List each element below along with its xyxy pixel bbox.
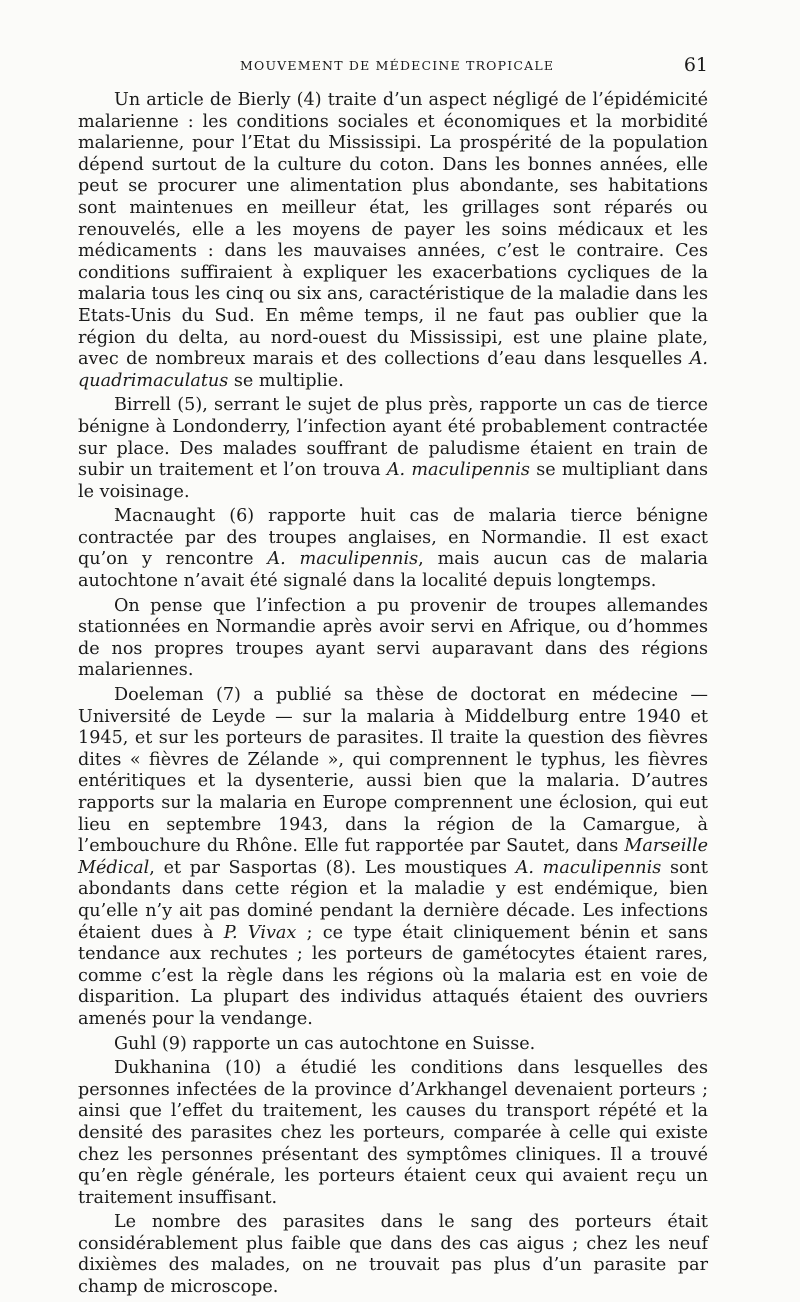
text-run: se multiplie. <box>228 370 344 391</box>
text-run: , mais aucun cas de malaria autochtone n’avait été signalé dans la localité depuis longtemps. <box>78 549 708 592</box>
text-run: Macnaught (6) rapporte huit cas de malaria tierce bénigne contractée par des troupes anglaises, en Normandie. Il est exact qu’on y rencontre <box>78 506 708 570</box>
page-number: 61 <box>683 54 708 76</box>
page-header <box>0 54 800 80</box>
species-name: A. maculipennis <box>267 549 419 570</box>
journal-name: Marseille Médical <box>78 836 708 878</box>
text-run: sont abondants dans cette région et la maladie y est endémique, bien qu’elle n’y ait pas dominé pendant la dernière décade. Les infections étaient dues à <box>78 857 708 943</box>
text-run: Le nombre des parasites dans le sang des porteurs était considérablement plus faible que dans des cas aigus ; chez les neuf dixièmes des malades, on ne trouvait pas plus d’un parasite par champ de microscope. <box>78 1212 708 1298</box>
text-run: , et par Sasportas (8). Les moustiques <box>149 857 516 878</box>
text-run: Birrell (5), serrant le sujet de plus près, rapporte un cas de tierce bénigne à Londonderry, l’infection ayant été probablement contractée sur place. Des malades souffrant de paludisme étaient en train de subir un traitement et l’on trouva <box>78 395 708 481</box>
paragraph-normandie <box>78 596 708 682</box>
paragraph-doeleman <box>78 685 708 1031</box>
paragraph-birrell <box>78 395 708 503</box>
running-head: MOUVEMENT DE MÉDECINE TROPICALE <box>240 58 555 73</box>
paragraph-dukhanina <box>78 1058 708 1209</box>
text-run: se multipliant dans le voisinage. <box>78 460 708 502</box>
paragraph-bierly <box>78 90 708 392</box>
species-name: P. Vivax <box>223 922 297 943</box>
text-run: ; ce type était cliniquement bénin et sans tendance aux rechutes ; les porteurs de gamétocytes étaient rares, comme c’est la règle dans les régions où la malaria est en voie de disparition. La plupart des individus attaqués étaient des ouvriers amenés pour la vendange. <box>78 922 708 1029</box>
paragraph-parasites <box>78 1212 708 1298</box>
body-text <box>78 90 708 1302</box>
species-name: A. maculipennis <box>386 460 530 481</box>
paragraph-guhl <box>78 1034 708 1056</box>
text-run: Guhl (9) rapporte un cas autochtone en Suisse. <box>114 1033 536 1054</box>
text-run: Dukhanina (10) a étudié les conditions dans lesquelles des personnes infectées de la province d’Arkhangel devenaient porteurs ; ainsi que l’effet du traitement, les causes du transport répété et la densité des parasites chez les porteurs, comparée à celle qui existe chez les personnes présentant des symptômes cliniques. Il a trouvé qu’en règle générale, les porteurs étaient ceux qui avaient reçu un traitement insuffisant. <box>78 1058 708 1208</box>
text-run: On pense que l’infection a pu provenir de troupes allemandes stationnées en Normandie après avoir servi en Afrique, ou d’hommes de nos propres troupes ayant servi auparavant dans des régions malariennes. <box>78 595 708 681</box>
species-name: A. maculipennis <box>515 857 662 878</box>
species-name: A. quadrimaculatus <box>78 349 708 391</box>
text-run: Doeleman (7) a publié sa thèse de doctorat en médecine — Université de Leyde — sur la malaria à Middelburg entre 1940 et 1945, et sur les porteurs de parasites. Il traite la question des fièvres dites « fièvres de Zélande », qui comprennent le typhus, les fièvres entéritiques et la dysenterie, aussi bien que la malaria. D’autres rapports sur la malaria en Europe comprennent une éclosion, qui eut lieu en septembre 1943, dans la région de la Camargue, à l’embouchure du Rhône. Elle fut rapportée par Sautet, dans <box>78 685 708 857</box>
text-run: Un article de Bierly (4) traite d’un aspect négligé de l’épidémicité malarienne : les conditions sociales et économiques et la morbidité malarienne, pour l’Etat du Mississipi. La prospérité de la population dépend surtout de la culture du coton. Dans les bonnes années, elle peut se procurer une alimentation plus abondante, ses habitations sont maintenues en meilleur état, les grillages sont réparés ou renouvelés, elle a les moyens de payer les soins médicaux et les médicaments : dans les mauvaises années, c’est le contraire. Ces conditions suffiraient à expliquer les exacerbations cycliques de la malaria tous les cinq ou six ans, caractéristique de la maladie dans les Etats-Unis du Sud. En même temps, il ne faut pas oublier que la région du delta, au nord-ouest du Mississipi, est une plaine plate, avec de nombreux marais et des collections d’eau dans lesquelles <box>78 90 708 370</box>
paragraph-macnaught <box>78 506 708 592</box>
